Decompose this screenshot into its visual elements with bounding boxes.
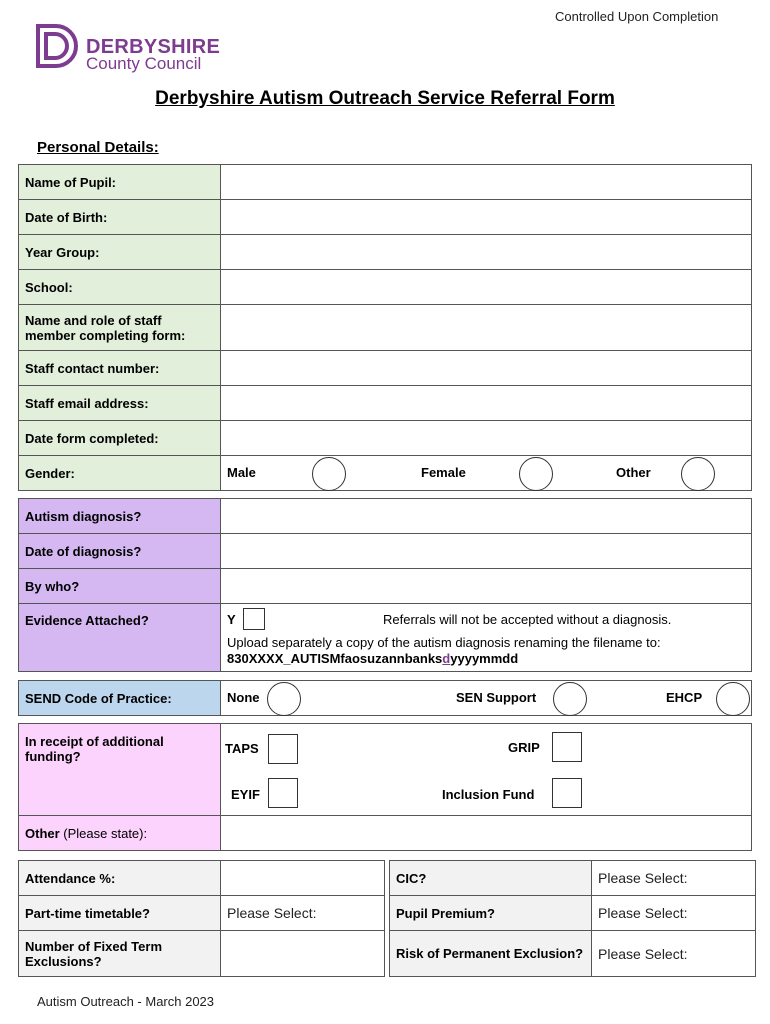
- council-logo-icon: [36, 24, 82, 68]
- staff-name-role-field[interactable]: [221, 305, 752, 351]
- date-completed-label: Date form completed:: [19, 421, 221, 456]
- status-table: [389, 860, 756, 977]
- funding-table: [18, 723, 752, 851]
- evidence-y-label: Y: [227, 612, 236, 627]
- pupil-premium-label: Pupil Premium?: [390, 896, 592, 931]
- filename-part-a: 830XXXX_AUTISMfaosuzannbanks: [227, 651, 443, 666]
- filename-part-c: yyyymmdd: [450, 651, 519, 666]
- part-time-label: Part-time timetable?: [19, 896, 221, 931]
- funding-other-rest: (Please state):: [59, 825, 148, 841]
- filename-pattern: [227, 651, 518, 666]
- funding-other-field[interactable]: [221, 816, 752, 851]
- date-completed-field[interactable]: [221, 421, 752, 456]
- gender-other-label: Other: [616, 465, 651, 480]
- send-table: [18, 680, 752, 716]
- fixed-term-label: Number of Fixed Term Exclusions?: [19, 931, 221, 977]
- fixed-term-field[interactable]: [221, 931, 385, 977]
- evidence-cell: [221, 604, 752, 672]
- staff-contact-label: Staff contact number:: [19, 351, 221, 386]
- gender-label: Gender:: [19, 456, 221, 491]
- part-time-select[interactable]: Please Select:: [221, 896, 385, 931]
- send-label: SEND Code of Practice:: [19, 681, 221, 716]
- personal-details-heading: Personal Details:: [37, 139, 159, 156]
- send-ehcp-radio[interactable]: [716, 682, 750, 716]
- evidence-attached-label: Evidence Attached?: [19, 604, 221, 672]
- pupil-premium-select[interactable]: Please Select:: [592, 896, 756, 931]
- by-who-label: By who?: [19, 569, 221, 604]
- gender-female-radio[interactable]: [519, 457, 553, 491]
- risk-select[interactable]: Please Select:: [592, 931, 756, 977]
- gender-other-radio[interactable]: [681, 457, 715, 491]
- staff-email-field[interactable]: [221, 386, 752, 421]
- funding-grip-label: GRIP: [508, 740, 540, 755]
- funding-eyif-checkbox[interactable]: [268, 778, 298, 808]
- autism-diagnosis-field[interactable]: [221, 499, 752, 534]
- send-ehcp-label: EHCP: [666, 690, 703, 705]
- diagnosis-table: [18, 498, 752, 672]
- funding-other-bold: Other: [25, 825, 60, 841]
- date-of-birth-label: Date of Birth:: [19, 200, 221, 235]
- attendance-label: Attendance %:: [19, 861, 221, 896]
- controlled-note: Controlled Upon Completion: [555, 9, 719, 24]
- attendance-field[interactable]: [221, 861, 385, 896]
- name-of-pupil-label: Name of Pupil:: [19, 165, 221, 200]
- send-sen-support-radio[interactable]: [553, 682, 587, 716]
- funding-options: [221, 724, 752, 816]
- school-field[interactable]: [221, 270, 752, 305]
- gender-options: [221, 456, 752, 491]
- funding-inclusion-checkbox[interactable]: [552, 778, 582, 808]
- funding-grip-checkbox[interactable]: [552, 732, 582, 762]
- school-label: School:: [19, 270, 221, 305]
- funding-taps-checkbox[interactable]: [268, 734, 298, 764]
- funding-eyif-label: EYIF: [231, 787, 260, 802]
- staff-email-label: Staff email address:: [19, 386, 221, 421]
- logo-line2: County Council: [86, 54, 202, 73]
- staff-contact-field[interactable]: [221, 351, 752, 386]
- filename-part-b: d: [442, 651, 451, 666]
- gender-male-label: Male: [227, 465, 256, 480]
- cic-label: CIC?: [390, 861, 592, 896]
- funding-label: In receipt of additional funding?: [19, 724, 221, 816]
- personal-details-table: [18, 164, 752, 491]
- by-who-field[interactable]: [221, 569, 752, 604]
- funding-other-label: [19, 816, 221, 851]
- autism-diagnosis-label: Autism diagnosis?: [19, 499, 221, 534]
- funding-taps-label: TAPS: [225, 741, 259, 756]
- date-of-birth-field[interactable]: [221, 200, 752, 235]
- attendance-table: [18, 860, 385, 977]
- year-group-label: Year Group:: [19, 235, 221, 270]
- gender-male-radio[interactable]: [312, 457, 346, 491]
- footer-text: Autism Outreach - March 2023: [37, 994, 215, 1009]
- risk-label: Risk of Permanent Exclusion?: [390, 931, 592, 977]
- logo-line1: DERBYSHIRE: [86, 36, 221, 58]
- name-of-pupil-field[interactable]: [221, 165, 752, 200]
- staff-name-role-label: Name and role of staff member completing form:: [19, 305, 221, 351]
- send-sen-support-label: SEN Support: [456, 690, 537, 705]
- send-options: [221, 681, 752, 716]
- form-title: Derbyshire Autism Outreach Service Referral Form: [155, 88, 615, 109]
- year-group-field[interactable]: [221, 235, 752, 270]
- date-of-diagnosis-field[interactable]: [221, 534, 752, 569]
- date-of-diagnosis-label: Date of diagnosis?: [19, 534, 221, 569]
- cic-select[interactable]: Please Select:: [592, 861, 756, 896]
- evidence-y-checkbox[interactable]: [243, 608, 265, 630]
- send-none-radio[interactable]: [267, 682, 301, 716]
- gender-female-label: Female: [421, 465, 466, 480]
- council-logo: [36, 24, 226, 72]
- funding-inclusion-label: Inclusion Fund: [442, 787, 535, 802]
- upload-instructions: Upload separately a copy of the autism diagnosis renaming the filename to:: [227, 635, 661, 650]
- send-none-label: None: [227, 690, 260, 705]
- diagnosis-warning: Referrals will not be accepted without a diagnosis.: [383, 612, 672, 627]
